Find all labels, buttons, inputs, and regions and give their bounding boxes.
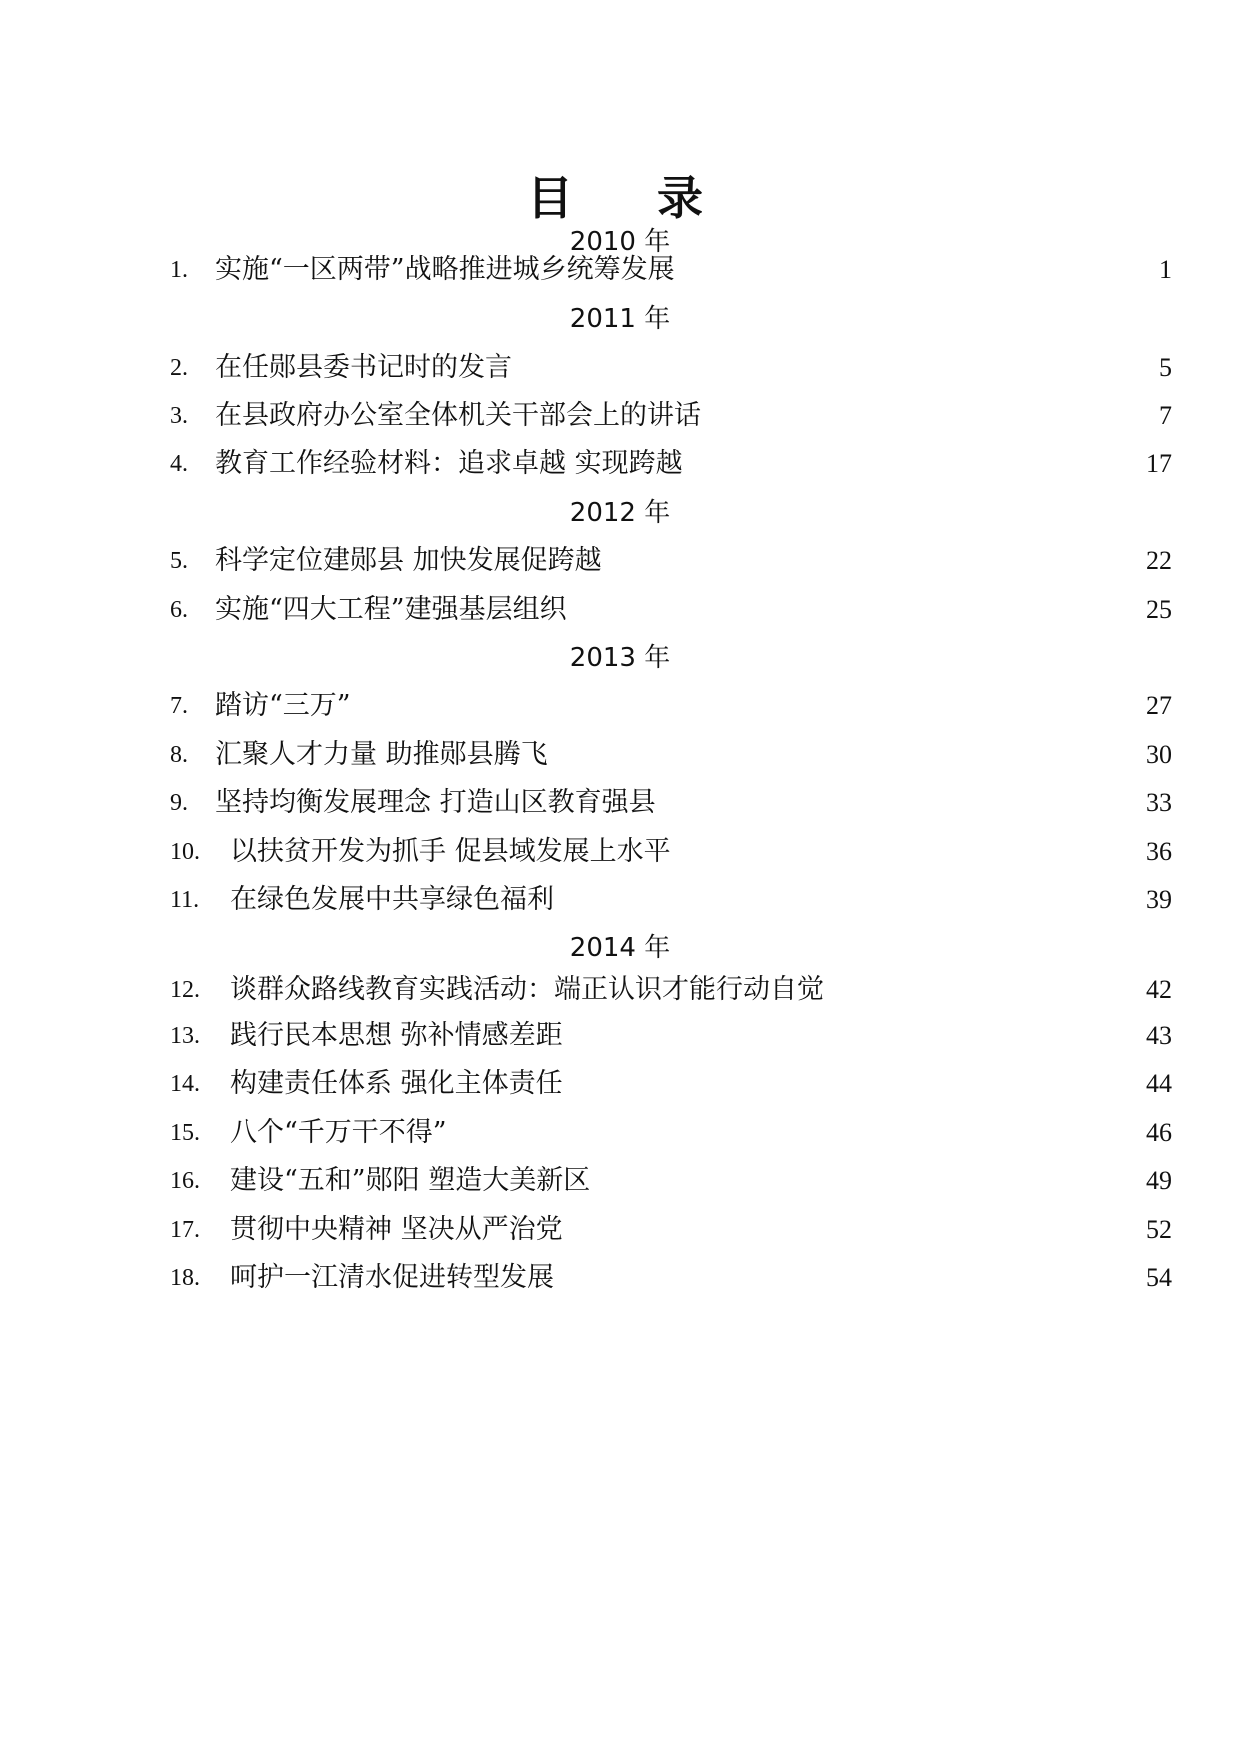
entry-number: 7. (170, 693, 188, 719)
toc-entry[interactable] (170, 783, 1172, 823)
toc-entry[interactable] (170, 1210, 1172, 1250)
entry-title: 踏访“三万” (215, 690, 351, 721)
entry-title: 以扶贫开发为抓手 促县域发展上水平 (230, 836, 671, 867)
toc-entry[interactable] (170, 1258, 1172, 1298)
entry-number: 10. (170, 839, 200, 865)
toc-entry[interactable] (170, 970, 1172, 1010)
toc-entry[interactable] (170, 250, 1172, 290)
entry-page-number: 44 (1146, 1069, 1172, 1098)
entry-page-number: 25 (1146, 595, 1172, 624)
entry-title: 构建责任体系 强化主体责任 (230, 1068, 563, 1099)
entry-title: 在绿色发展中共享绿色福利 (230, 884, 554, 915)
entry-page-number: 33 (1146, 788, 1172, 817)
entry-number: 3. (170, 403, 188, 429)
entry-title: 坚持均衡发展理念 打造山区教育强县 (215, 787, 656, 818)
toc-entry[interactable] (170, 1161, 1172, 1201)
entry-page-number: 27 (1146, 691, 1172, 720)
entry-page-number: 30 (1146, 740, 1172, 769)
entry-page-number: 1 (1159, 255, 1172, 284)
entry-page-number: 36 (1146, 837, 1172, 866)
entry-page-number: 42 (1146, 975, 1172, 1004)
entry-number: 12. (170, 977, 200, 1003)
year-heading-2011: 2011 年 (569, 304, 671, 334)
year-heading-2012: 2012 年 (569, 498, 671, 528)
toc-entry[interactable] (170, 348, 1172, 388)
entry-title: 谈群众路线教育实践活动：端正认识才能行动自觉 (230, 974, 824, 1005)
toc-entry[interactable] (170, 735, 1172, 775)
toc-entry[interactable] (170, 396, 1172, 436)
entry-title: 在任郧县委书记时的发言 (215, 352, 512, 383)
entry-page-number: 7 (1159, 401, 1172, 430)
entry-page-number: 5 (1159, 353, 1172, 382)
toc-entry[interactable] (170, 590, 1172, 630)
entry-number: 9. (170, 790, 188, 816)
entry-title: 教育工作经验材料：追求卓越 实现跨越 (215, 448, 683, 479)
toc-entry[interactable] (170, 880, 1172, 920)
entry-page-number: 17 (1146, 449, 1172, 478)
entry-title: 践行民本思想 弥补情感差距 (230, 1020, 563, 1051)
entry-page-number: 46 (1146, 1118, 1172, 1147)
year-heading-2014: 2014 年 (569, 933, 671, 963)
entry-page-number: 52 (1146, 1215, 1172, 1244)
entry-title: 实施“一区两带”战略推进城乡统筹发展 (215, 254, 675, 285)
entry-title: 科学定位建郧县 加快发展促跨越 (215, 545, 602, 576)
entry-number: 15. (170, 1120, 200, 1146)
entry-page-number: 49 (1146, 1166, 1172, 1195)
entry-page-number: 43 (1146, 1021, 1172, 1050)
entry-number: 4. (170, 451, 188, 477)
entry-page-number: 39 (1146, 885, 1172, 914)
entry-title: 在县政府办公室全体机关干部会上的讲话 (215, 400, 701, 431)
entry-number: 13. (170, 1023, 200, 1049)
toc-entry[interactable] (170, 832, 1172, 872)
entry-title: 建设“五和”郧阳 塑造大美新区 (230, 1165, 591, 1196)
entry-number: 2. (170, 355, 188, 381)
entry-number: 18. (170, 1265, 200, 1291)
toc-entry[interactable] (170, 1113, 1172, 1153)
entry-title: 八个“千万干不得” (230, 1117, 447, 1148)
entry-page-number: 54 (1146, 1263, 1172, 1292)
toc-title: 目 录 (526, 171, 737, 225)
toc-entry[interactable] (170, 541, 1172, 581)
entry-number: 5. (170, 548, 188, 574)
entry-title: 呵护一江清水促进转型发展 (230, 1262, 554, 1293)
entry-number: 14. (170, 1071, 200, 1097)
entry-number: 16. (170, 1168, 200, 1194)
entry-number: 8. (170, 742, 188, 768)
year-heading-2010: 2010 年 (569, 227, 671, 257)
year-heading-2013: 2013 年 (569, 643, 671, 673)
entry-number: 1. (170, 257, 188, 283)
entry-title: 实施“四大工程”建强基层组织 (215, 594, 567, 625)
toc-entry[interactable] (170, 444, 1172, 484)
entry-number: 17. (170, 1217, 200, 1243)
entry-number: 11. (170, 887, 200, 913)
entry-page-number: 22 (1146, 546, 1172, 575)
toc-entry[interactable] (170, 686, 1172, 726)
entry-title: 贯彻中央精神 坚决从严治党 (230, 1214, 563, 1245)
toc-entry[interactable] (170, 1064, 1172, 1104)
entry-title: 汇聚人才力量 助推郧县腾飞 (215, 739, 548, 770)
toc-entry[interactable] (170, 1016, 1172, 1056)
entry-number: 6. (170, 597, 188, 623)
